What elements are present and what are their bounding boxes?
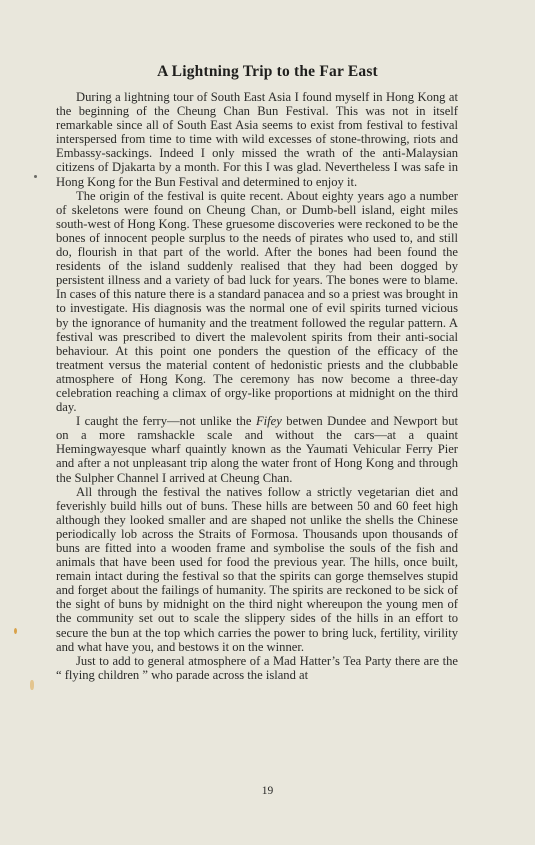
paragraph-1: During a lightning tour of South East Asia I found myself in Hong Kong at the beginning of the Cheung Chan Bun Festival. This was not in itself remarkable since all of South East Asia seems to exist from festival to festival interspersed from time to time with wild excesses of stone-throwing, riots and Embassy-sackings. Indeed I only missed the wrath of the anti-Malaysian citizens of Djakarta by a month. For this I was glad. Nevertheless I was safe in Hong Kong for the Bun Festival and determined to enjoy it. <box>56 90 458 189</box>
paragraph-3-text-after: betwen Dundee and Newport but on a more ramshackle scale and without the cars—at a quaint Hemingwayesque wharf quaintly known as the Yaumati Vehicular Ferry Pier and after a not unpleasant trip along the water front of Hong Kong and through the Sulpher Channel I arrived at Cheung Chan. <box>56 414 458 485</box>
article-title: A Lightning Trip to the Far East <box>157 63 378 80</box>
paragraph-5: Just to add to general atmosphere of a Mad Hatter’s Tea Party there are the “ flying children ” who parade across the island at <box>56 653 458 682</box>
article-body <box>56 90 458 682</box>
paper-stain-mark <box>30 680 34 690</box>
paragraph-4: All through the festival the natives follow a strictly vegetarian diet and feverishly build hills out of buns. These hills are between 50 and 60 feet high although they looked smaller and are shaped not unlike the shells the Chinese periodically lob across the Straits of Formosa. Thousands upon thousands of buns are fitted into a wooden frame and symbolise the souls of the fish and animals that have been used for food the previous year. The hills, once built, remain intact during the festival so that the spirits can gorge themselves stupid and forget about the failings of humanity. The spirits are reckoned to be sick of the sight of buns by midnight on the third night whereupon the young men of the community set out to scale the slippery sides of the hills in an effort to secure the bun at the top which carries the power to bring luck, fertility, virility and what have you, and bestows it on the winner. <box>56 484 458 654</box>
ferry-name: Fifey <box>255 414 282 429</box>
page-number: 19 <box>261 785 274 797</box>
paragraph-3-text-before: I caught the ferry—not unlike the <box>76 414 256 429</box>
paragraph-3 <box>56 414 458 484</box>
paper-stain-mark <box>14 628 17 634</box>
paper-speck-mark <box>34 175 37 178</box>
paragraph-2: The origin of the festival is quite recent. About eighty years ago a number of skeletons were found on Cheung Chan, or Dumb-bell island, eight miles south-west of Hong Kong. These gruesome discoveries were reckoned to be the bones of innocent people surplus to the needs of pirates who used to, and still do, flourish in that part of the world. After the bones had been found the residents of the island suddenly realised that they had been dogged by persistent illness and a variety of bad luck for years. The bones were to blame. In cases of this nature there is a standard panacea and so a priest was brought in to investigate. His diagnosis was the normal one of evil spirits turned vicious by the ignorance of humanity and the treatment followed the regular pattern. A festival was prescribed to divert the malevolent spirits from their anti-social behaviour. At this point one ponders the question of the efficacy of the treatment versus the material content of hedonistic priests and the clubbable atmosphere of Hong Kong. The ceremony has now become a three-day celebration reaching a climax of orgy-like proportions at midnight on the third day. <box>56 188 458 415</box>
